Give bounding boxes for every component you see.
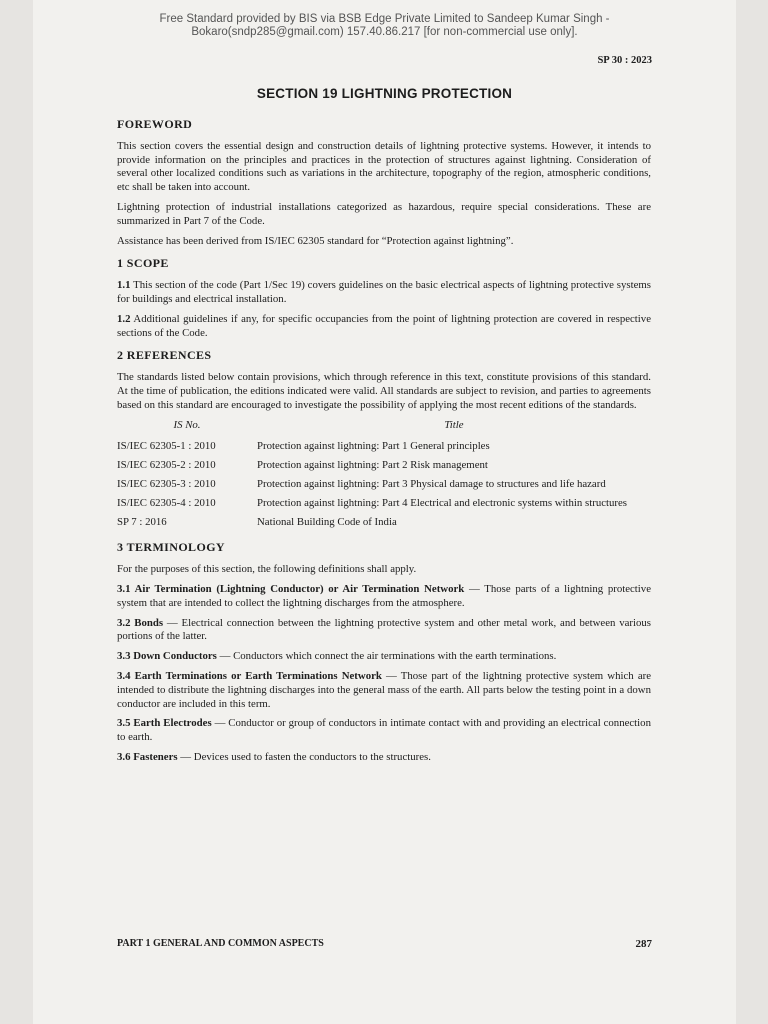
section-title: SECTION 19 LIGHTNING PROTECTION	[256, 86, 513, 101]
definition-text: — Those part of the lightning protective system which are intended to distribute the lightning discharges into the general mass of the earth. All parts below the testing point in a down conductor are included in this term.	[117, 669, 651, 710]
standard-number: IS/IEC 62305-4 : 2010	[117, 496, 216, 509]
standard-title: Protection against lightning: Part 3 Physical damage to structures and life hazard	[257, 477, 606, 490]
definition-term: 3.2 Bonds	[117, 616, 164, 629]
standard-number: IS/IEC 62305-2 : 2010	[117, 459, 216, 472]
document-code: SP 30 : 2023	[597, 55, 652, 66]
foreword-paragraph-3: Assistance has been derived from IS/IEC 62305 standard for “Protection against lightning”.	[117, 234, 514, 247]
definition-text: — Conductor or group of conductors in intimate contact with and providing an electrical connection to earth.	[117, 717, 651, 744]
foreword-paragraph-2: Lightning protection of industrial installations categorized as hazardous, require special considerations. These are summarized in Part 7 of the Code.	[117, 200, 651, 227]
watermark-line-1: Free Standard provided by BIS via BSB Edge Private Limited to Sandeep Kumar Singh -	[159, 13, 610, 25]
footer-part-title: PART 1 GENERAL AND COMMON ASPECTS	[117, 938, 324, 949]
standard-number: IS/IEC 62305-1 : 2010	[117, 440, 216, 453]
references-intro: The standards listed below contain provisions, which through reference in this text, constitute provisions of this standard. At the time of publication, the editions indicated were valid. All standards are subject to revision, and parties to agreements based on this standard are encouraged to investigate the possibility of applying the most recent editions of the standards.	[117, 371, 651, 411]
standard-title: Protection against lightning: Part 1 General principles	[257, 440, 490, 453]
standard-number: IS/IEC 62305-3 : 2010	[117, 477, 216, 490]
table-row	[117, 516, 651, 530]
column-header-title: Title	[444, 418, 464, 431]
standard-number: SP 7 : 2016	[117, 515, 167, 528]
definition-term: 3.5 Earth Electrodes	[117, 717, 212, 730]
document-body	[117, 118, 651, 771]
definition-text: — Those parts of a lightning protective system that are intended to collect the lightning discharges from the atmosphere.	[117, 582, 651, 609]
scope-clause-2	[117, 313, 651, 341]
column-header-is-no: IS No.	[173, 418, 201, 431]
references-heading: 2 REFERENCES	[117, 348, 212, 363]
table-row	[117, 497, 651, 511]
scope-heading: 1 SCOPE	[117, 256, 169, 271]
standard-title: National Building Code of India	[257, 515, 397, 528]
terminology-intro: For the purposes of this section, the following definitions shall apply.	[117, 563, 417, 576]
table-row	[117, 478, 651, 492]
definition-text: — Devices used to fasten the conductors to the structures.	[177, 750, 431, 763]
clause-text: This section of the code (Part 1/Sec 19) covers guidelines on the basic electrical aspects of lightning protective systems for buildings and electrical installation.	[117, 279, 651, 305]
definition-term: 3.3 Down Conductors	[117, 650, 217, 663]
definition-3-6	[117, 751, 651, 765]
clause-number: 1.2	[117, 312, 131, 325]
watermark	[33, 13, 736, 39]
definition-term: 3.4 Earth Terminations or Earth Terminations Network	[117, 669, 382, 682]
table-row	[117, 459, 651, 473]
standard-title: Protection against lightning: Part 4 Electrical and electronic systems within structures	[257, 496, 628, 509]
table-row	[117, 440, 651, 454]
standard-title: Protection against lightning: Part 2 Risk management	[257, 459, 488, 472]
definition-term: 3.6 Fasteners	[117, 750, 178, 763]
definition-term: 3.1 Air Termination (Lightning Conductor) or Air Termination Network	[117, 582, 465, 595]
foreword-paragraph-1: This section covers the essential design and construction details of lightning protective systems. However, it intends to provide information on the principles and practices in the protection of structures against lightning. Consideration of several other localized conditions such as variations in the architecture, topography of the region, atmospheric conditions, etc shall be taken into account.	[117, 139, 651, 194]
page-number: 287	[635, 938, 652, 950]
document-page	[33, 0, 736, 1024]
definition-3-3	[117, 650, 651, 664]
standards-table-header	[117, 419, 651, 433]
terminology-heading: 3 TERMINOLOGY	[117, 540, 225, 555]
watermark-line-2: Bokaro(sndp285@gmail.com) 157.40.86.217 [for non-commercial use only].	[191, 26, 578, 38]
definition-text: — Electrical connection between the lightning protective system and other metal work, and between various portions of the latter.	[117, 616, 652, 643]
definition-3-2	[117, 617, 651, 645]
definition-text: — Conductors which connect the air terminations with the earth terminations.	[216, 650, 557, 663]
clause-number: 1.1	[117, 279, 131, 292]
standards-table	[117, 419, 651, 530]
scope-clause-1	[117, 279, 651, 307]
definition-3-5	[117, 717, 651, 745]
clause-text: Additional guidelines if any, for specific occupancies from the point of lightning protection are covered in respective sections of the Code.	[117, 312, 651, 339]
foreword-heading: FOREWORD	[117, 117, 193, 131]
definition-3-1	[117, 583, 651, 611]
definition-3-4	[117, 670, 651, 711]
